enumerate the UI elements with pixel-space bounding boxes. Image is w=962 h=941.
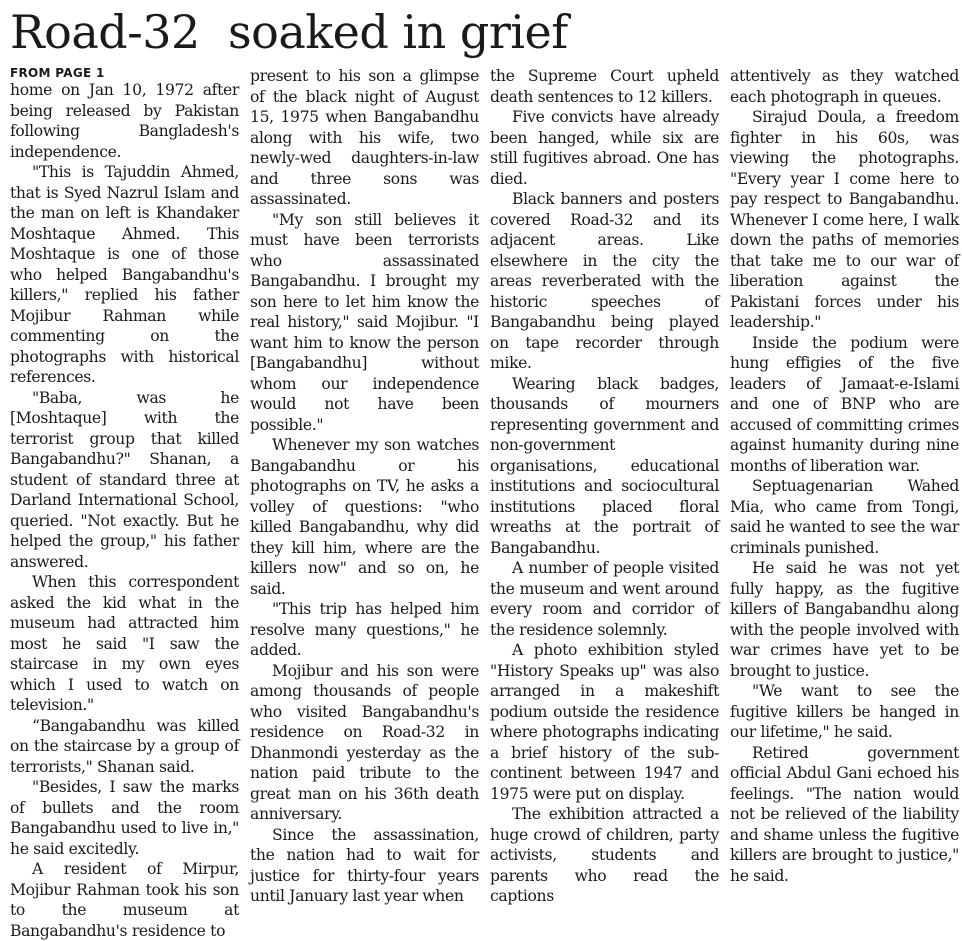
paragraph: Septuagenarian Wahed Mia, who came from Tongi, said he wanted to see the war criminals punished.	[730, 477, 959, 557]
paragraph: "This is Tajuddin Ahmed, that is Syed Nazrul Islam and the man on left is Khandaker Moshtaque Ahmed. This Moshtaque is one of those who helped Bangabandhu's killers," replied his father Mojibur Rahman while commenting on the photographs with historical references.	[10, 163, 239, 386]
paragraph: Whenever my son watches Bangabandhu or his photographs on TV, he asks a volley of questions: "who killed Bangabandhu, why did they kill him, where are the killers now" and so on, he said.	[250, 436, 479, 598]
paragraph: "Baba, was he [Moshtaque] with the terrorist group that killed Bangabandhu?" Shanan, a student of standard three at Darland International School, queried. "Not exactly. But he helped the group," his father answered.	[10, 388, 239, 571]
article-column-1	[10, 66, 239, 941]
article-column-3	[490, 66, 719, 941]
paragraph: "Besides, I saw the marks of bullets and the room Bangabandhu used to live in," he said excitedly.	[10, 778, 239, 858]
paragraph: "My son still believes it must have been terrorists who assassinated Bangabandhu. I brought my son here to let him know the real history," said Mojibur. "I want him to know the person [Bangabandhu] without whom our independence would not have been possible."	[250, 210, 479, 434]
paragraph: He said he was not yet fully happy, as the fugitive killers of Bangabandhu along with the people involved with war crimes have yet to be brought to justice.	[730, 559, 959, 680]
paragraph: present to his son a glimpse of the black night of August 15, 1975 when Bangabandhu along with his wife, two newly-wed daughters-in-law and three sons was assassinated.	[250, 67, 479, 208]
paragraph: Mojibur and his son were among thousands of people who visited Bangabandhu's residence on Road-32 in Dhanmondi yesterday as the nation paid tribute to the great man on his 36th death anniversary.	[250, 661, 479, 823]
article-column-2	[250, 66, 479, 941]
paragraph: "We want to see the fugitive killers be hanged in our lifetime," he said.	[730, 682, 959, 741]
paragraph: attentively as they watched each photograph in queues.	[730, 67, 959, 106]
paragraph: the Supreme Court upheld death sentences to 12 killers.	[490, 67, 719, 106]
paragraph: When this correspondent asked the kid what in the museum had attracted him most he said "I saw the staircase in my own eyes which I used to watch on television."	[10, 573, 239, 714]
paragraph: "This trip has helped him resolve many questions," he added.	[250, 600, 479, 659]
paragraph: Since the assassination, the nation had to wait for justice for thirty-four years until January last year when	[250, 825, 479, 905]
paragraph: A photo exhibition styled "History Speaks up" was also arranged in a makeshift podium outside the residence where photographs indicating a brief history of the sub-continent between 1947 and 1975 were put on display.	[490, 641, 719, 803]
paragraph: Wearing black badges, thousands of mourners representing government and non-government organisations, educational institutions and sociocultural institutions placed floral wreaths at the portrait of Bangabandhu.	[490, 374, 719, 557]
kicker-from-page: FROM PAGE 1	[10, 66, 105, 80]
paragraph: Sirajud Doula, a freedom fighter in his 60s, was viewing the photographs. "Every year I come here to pay respect to Bangabandhu. Whenever I come here, I walk down the paths of memories that take me to our war of liberation against the Pakistani forces under his leadership."	[730, 108, 959, 331]
paragraph: Black banners and posters covered Road-32 and its adjacent areas. Like elsewhere in the city the areas reverberated with the historic speeches of Bangabandhu being played on tape recorder through mike.	[490, 190, 719, 372]
paragraph: A number of people visited the museum and went around every room and corridor of the residence solemnly.	[490, 559, 719, 639]
paragraph: Five convicts have already been hanged, while six are still fugitives abroad. One has died.	[490, 108, 719, 188]
paragraph: Retired government official Abdul Gani echoed his feelings. "The nation would not be relieved of the liability and shame unless the fugitive killers are brought to justice," he said.	[730, 743, 959, 885]
paragraph: “Bangabandhu was killed on the staircase by a group of terrorists," Shanan said.	[10, 716, 239, 776]
article-body	[10, 66, 959, 940]
paragraph: home on Jan 10, 1972 after being released by Pakistan following Bangladesh's independence.	[10, 81, 239, 161]
article-column-4	[730, 66, 959, 941]
paragraph: The exhibition attracted a huge crowd of children, party activists, students and parents who read the captions	[490, 805, 719, 905]
headline: Road-32 soaked in grief	[10, 5, 568, 59]
paragraph: Inside the podium were hung effigies of the five leaders of Jamaat-e-Islami and one of BNP who are accused of committing crimes against humanity during nine months of liberation war.	[730, 333, 959, 475]
paragraph: A resident of Mirpur, Mojibur Rahman took his son to the museum at Bangabandhu's residence to	[10, 860, 239, 940]
